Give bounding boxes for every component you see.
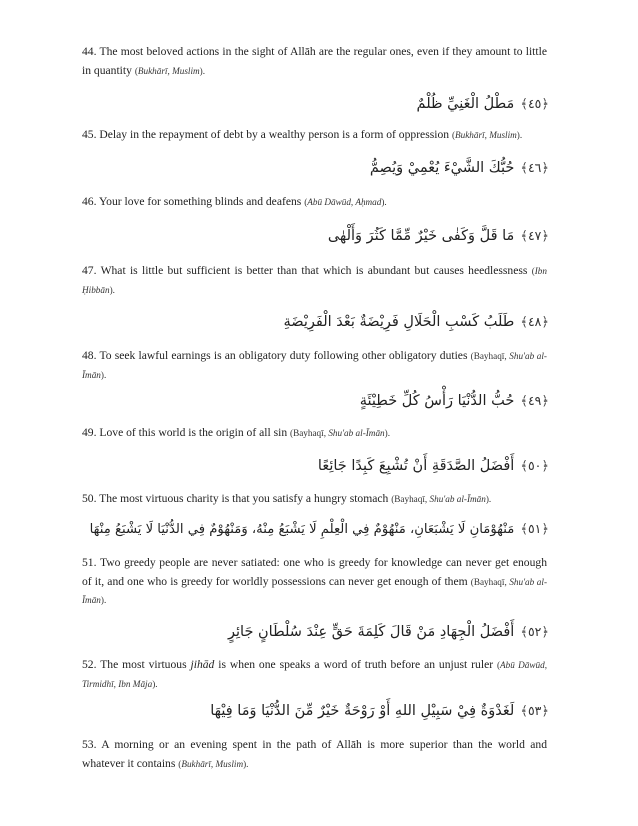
source-open: (Bayhaqī, xyxy=(470,576,510,587)
source-close: ). xyxy=(109,284,115,295)
source-close: ). xyxy=(384,428,390,438)
source-open: ( xyxy=(496,660,501,670)
source-close: ). xyxy=(485,494,492,504)
source-close: ). xyxy=(381,197,387,207)
source-text: Bukhārī, Muslim xyxy=(137,65,200,76)
hadith-number: ﴿٥٣﴾ xyxy=(520,703,549,719)
source-open: (Bayhaqī, xyxy=(290,428,329,438)
source-text: Shu'ab al-Īmān xyxy=(82,351,547,380)
translation-text: 52. The most virtuous xyxy=(82,658,191,671)
hadith-number: ﴿٥٠﴾ xyxy=(520,458,549,474)
translation-text: 48. To seek lawful earnings is an obligatory duty following other obligatory duties xyxy=(82,349,471,362)
arabic-text: أَفْضَلُ الصَّدَقَةِ أَنْ تُشْبِعَ كَبِدًا جَائِعًا xyxy=(317,458,515,474)
source-text: Ibn Ḥibbān xyxy=(82,266,547,295)
hadith-50-translation xyxy=(82,490,547,509)
arabic-text: مَنْهُوْمَانِ لَا يَشْبَعَانِ، مَنْهُوْمٌ فِي الْعِلْمِ لَا يَشْبَعُ مِنْهُ، وَمَنْهُوْمٌ فِي الدُّنْيَا لَا يَشْبَعُ مِنْهَا xyxy=(89,522,515,537)
translation-text: 45. Delay in the repayment of debt by a wealthy person is a form of oppression xyxy=(82,128,452,141)
source-open: ( xyxy=(451,130,455,140)
arabic-text: مَطْلُ الْغَنِيِّ ظُلْمٌ xyxy=(416,96,515,112)
arabic-text: مَا قَلَّ وَكَفٰى خَيْرٌ مِّمَّا كَثُرَ وَأَلْهٰى xyxy=(327,228,515,244)
source-text: Bukhārī, Muslim xyxy=(181,758,244,769)
hadith-46-arabic xyxy=(370,160,549,176)
hadith-46-translation xyxy=(82,193,547,212)
translation-text: 47. What is little but sufficient is better than that which is abundant but causes heedlessness xyxy=(82,264,532,277)
arabic-text: أَفْضَلُ الْجِهَادِ مَنْ قَالَ كَلِمَةَ حَقٍّ عِنْدَ سُلْطَانٍ جَائِرٍ xyxy=(227,624,515,640)
translation-text: is when one speaks a word of truth before an unjust ruler xyxy=(214,658,497,671)
hadith-number: ﴿٥١﴾ xyxy=(520,521,549,537)
translation-text: 50. The most virtuous charity is that you satisfy a hungry stomach xyxy=(82,492,392,505)
source-close: ). xyxy=(100,369,107,380)
source-text: Abū Dāwūd, Tirmidhī, Ibn Māja xyxy=(82,660,547,689)
hadith-51-arabic xyxy=(90,521,549,537)
hadith-51-translation xyxy=(82,554,547,610)
translation-text: 44. The most beloved actions in the sight of Allāh are the regular ones, even if they amount to little in quantity xyxy=(82,45,547,77)
source-open: ( xyxy=(304,197,308,207)
hadith-44-translation xyxy=(82,43,547,80)
source-open: (Bayhaqī, xyxy=(470,351,510,361)
hadith-48-arabic xyxy=(283,314,549,330)
arabic-text: حُبُّكَ الشَّيْءَ يُعْمِيْ وَيُصِمُّ xyxy=(369,160,515,176)
hadith-47-translation xyxy=(82,262,547,299)
translation-text: 49. Love of this world is the origin of all sin xyxy=(82,426,291,439)
arabic-text: لَغَدْوَةٌ فِيْ سَبِيْلِ اللهِ أَوْ رَوْحَةٌ خَيْرٌ مِّنَ الدُّنْيَا وَمَا فِيْهَا xyxy=(210,703,515,719)
hadith-number: ﴿٤٧﴾ xyxy=(520,228,549,244)
hadith-53-translation xyxy=(82,736,547,773)
source-text: Shu'ab al-Īmān xyxy=(429,494,486,504)
arabic-text: حُبُّ الدُّنْيَا رَأْسُ كُلِّ خَطِيْئَةٍ xyxy=(359,393,515,409)
source-close: ). xyxy=(243,758,249,769)
source-text: Shu'ab al-Īmān xyxy=(82,576,547,605)
hadith-number: ﴿٤٩﴾ xyxy=(520,393,549,409)
hadith-48-translation xyxy=(82,347,547,384)
translation-italic: jihād xyxy=(190,658,215,671)
source-open: ( xyxy=(531,266,535,276)
source-close: ). xyxy=(100,595,107,605)
source-open: ( xyxy=(178,758,182,769)
hadith-number: ﴿٤٨﴾ xyxy=(520,314,549,330)
hadith-53-arabic xyxy=(210,703,549,719)
source-open: (Bayhaqī, xyxy=(391,494,430,504)
hadith-52-translation xyxy=(82,656,547,693)
hadith-47-arabic xyxy=(328,228,549,244)
hadith-number: ﴿٤٦﴾ xyxy=(520,160,549,176)
hadith-45-translation xyxy=(82,126,547,145)
hadith-49-translation xyxy=(82,424,547,443)
source-text: Abū Dāwūd, Aḥmad xyxy=(307,197,382,207)
translation-text: 53. A morning or an evening spent in the path of Allāh is more superior than the world and whatever it contains xyxy=(82,738,547,770)
hadith-number: ﴿٤٥﴾ xyxy=(520,96,549,112)
source-text: Shu'ab al-Īmān xyxy=(328,428,385,438)
hadith-49-arabic xyxy=(360,393,549,409)
source-close: ). xyxy=(516,130,523,140)
hadith-45-arabic xyxy=(417,96,549,112)
hadith-number: ﴿٥٢﴾ xyxy=(520,624,549,640)
hadith-50-arabic xyxy=(318,458,549,474)
hadith-52-arabic xyxy=(228,624,549,640)
source-close: ). xyxy=(152,678,158,689)
arabic-text: طَلَبُ كَسْبِ الْحَلَالِ فَرِيْضَةٌ بَعْدَ الْفَرِيْضَةِ xyxy=(283,314,515,330)
source-text: Bukhārī, Muslim xyxy=(455,130,517,140)
translation-text: 46. Your love for something blinds and deafens xyxy=(82,195,305,208)
source-close: ). xyxy=(199,65,205,76)
source-open: ( xyxy=(134,65,138,76)
translation-text: 51. Two greedy people are never satiated: one who is greedy for knowledge can never get enough of it, and one who is greedy for worldly possessions can never get enough of them xyxy=(82,556,547,588)
